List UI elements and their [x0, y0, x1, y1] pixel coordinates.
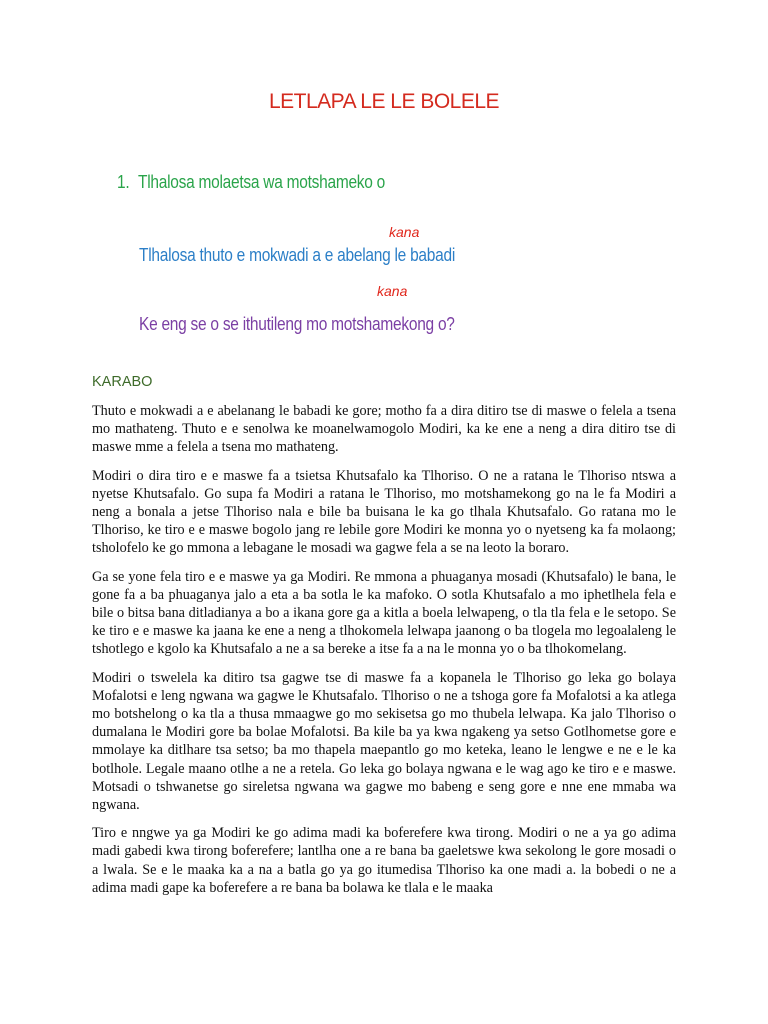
kana-separator-2: kana [377, 283, 408, 299]
answer-paragraph-4: Modiri o tswelela ka ditiro tsa gagwe tse di maswe fa a kopanela le Tlhoriso go leka go bolaya Mofalotsi e leng ngwana wa gagwe le Khutsafalo. Tlhoriso o ne a tshoga gore fa Mofalotsi a ka atlega mo botshelong o ka tla a thusa mmaagwe go mo sekisetsa go mo thubela lelwapa. Ka jalo Tlhoriso o dumalana le Modiri gore ba bolae Mofalotsi. Ba kile ba ya kwa ngakeng ya setso Gotlhometse gore e mmolaye ka ditlhare tsa setso; ba mo thapela maepantlo go mo keteka, leano le lengwe e ne e le ka botlhole. Legale maano otlhe a ne a retela. Go leka go bolaya ngwana e le wag ago ke tiro e e maswe. Motsadi o tshwanetse go sireletsa ngwana wa gagwe mo babeng e seng gore e nne ene mmaba wa ngwana. [92, 669, 676, 814]
kana-separator-1: kana [389, 224, 420, 240]
question-1-text: Tlhalosa molaetsa wa motshameko o [138, 172, 386, 192]
answer-paragraph-1: Thuto e mokwadi a e abelanang le babadi ke gore; motho fa a dira ditiro tse di maswe o felela a tsena mo mathateng. Thuto e e senolwa ke moanelwamogolo Modiri, ka ke ene a neng a dira ditiro tse di maswe mme a felela a tsena mo mathateng. [92, 403, 676, 456]
question-2: Tlhalosa thuto e mokwadi a e abelang le babadi [139, 245, 456, 265]
page-title: LETLAPA LE LE BOLELE [268, 90, 500, 113]
answer-body [92, 402, 676, 907]
answer-paragraph-5: Tiro e nngwe ya ga Modiri ke go adima madi ka boferefere kwa tirong. Modiri o ne a ya go adima madi gabedi kwa tirong boferefere; lantlha one a re bana ba gaeletswe kwa sekolong le gore mosadi o a lwala. Se e le maaka ka a na a batla go ya go itumedisa Tlhoriso ka one madi a. la bobedi o ne a adima madi gape ka boferefere a re bana ba bolawa ke tlala e le maaka [92, 825, 676, 896]
question-1 [117, 172, 385, 193]
answer-heading: KARABO [92, 374, 153, 390]
answer-paragraph-3: Ga se yone fela tiro e e maswe ya ga Modiri. Re mmona a phuaganya mosadi (Khutsafalo) le bana, le gone fa a ba phuaganya jalo a eta a ba sotla le ka mafoko. O sotla Khutsafalo a mo iphetlhela fela e bile o bitsa bana ditladianya a bo a ikana gore ga a kitla a boela lelwapeng, o tla tla fela e le setopo. Se ke tiro e e maswe ka jaana ke ene a neng a tlhokomela lelwapa jaanong o ba tlogela mo legoalaleng le tshotlego e kgolo ka Khutsafalo a ne a sa bereke a itse fa a na le monna yo o ba tlhokomelang. [92, 568, 676, 658]
question-1-number: 1. [117, 172, 130, 192]
answer-paragraph-2: Modiri o dira tiro e e maswe fa a tsietsa Khutsafalo ka Tlhoriso. O ne a ratana le Tlhoriso ntswa a nyetse Khutsafalo. Go supa fa Modiri a ratana le Tlhoriso, mo motshamekong go na le fa Modiri a neng a bonala a jetse Tlhoriso nala e bile ba buisana le ka go tlhala Khutsafalo. Go ratana mo le Tlhoriso, ke tiro e e maswe bogolo jang re lebile gore Modiri ke monna yo o nyetseng ka fa molaong; tsholofelo ke go mmona a lebagane le mosadi wa gagwe fela a se na leoto la boraro. [92, 467, 676, 557]
question-3: Ke eng se o se ithutileng mo motshamekong o? [139, 314, 455, 334]
